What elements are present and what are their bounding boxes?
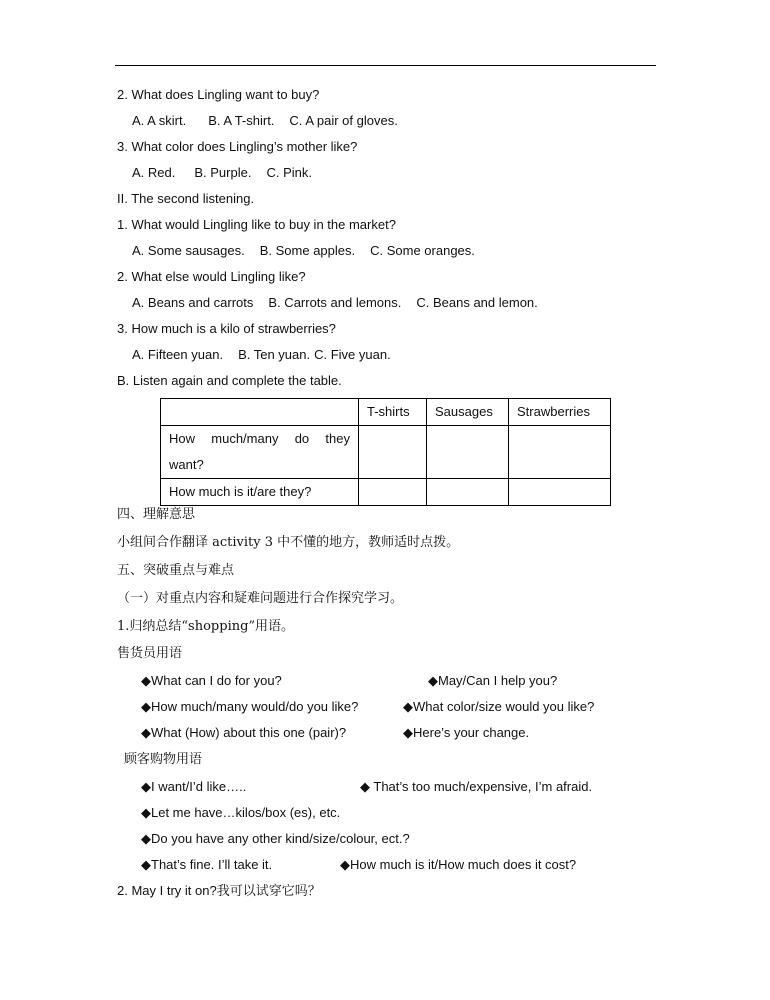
question-3: 3. What color does Lingling’s mother like? (117, 139, 358, 154)
buyer-phrase: ◆Let me have…kilos/box (es), etc. (141, 805, 341, 820)
table-header-cell (161, 399, 359, 426)
table-row (161, 426, 611, 479)
question-2: 2. What does Lingling want to buy? (117, 87, 320, 102)
option-b: B. Ten yuan. (238, 347, 311, 362)
table-header-cell: Strawberries (509, 399, 611, 426)
buyer-phrase: ◆That’s fine. I’ll take it. (141, 857, 273, 872)
table-answer-cell[interactable] (509, 479, 611, 506)
seller-phrase: ◆How much/many would/do you like? (141, 699, 359, 714)
section-4-body: 小组间合作翻译 activity 3 中不懂的地方，教师适时点拨。 (117, 535, 460, 550)
buyer-phrase: ◆How much is it/How much does it cost? (340, 857, 577, 872)
seller-phrase: ◆May/Can I help you? (428, 673, 558, 688)
option-b: B. Some apples. (259, 243, 356, 258)
table-answer-cell[interactable] (427, 479, 509, 506)
seller-phrase: ◆Here’s your change. (403, 725, 530, 740)
table-header-cell: Sausages (427, 399, 509, 426)
option-a: A. Beans and carrots (132, 295, 254, 310)
seller-phrases-title: 售货员用语 (117, 646, 183, 661)
option-a: A. Some sausages. (132, 243, 245, 258)
table-answer-cell[interactable] (427, 426, 509, 479)
option-c: C. Beans and lemon. (416, 295, 538, 310)
second-question-2-options (132, 295, 538, 311)
question-2-options (132, 113, 398, 129)
option-b: B. A T-shirt. (208, 113, 275, 128)
table-header-cell: T-shirts (359, 399, 427, 426)
question-3-options (132, 165, 312, 181)
table-row-label: How much/many do they want? (161, 426, 359, 479)
option-c: C. A pair of gloves. (289, 113, 398, 128)
seller-phrase: ◆What can I do for you? (141, 673, 282, 688)
table-answer-cell[interactable] (359, 426, 427, 479)
buyer-phrases-title: 顾客购物用语 (124, 752, 203, 767)
option-a: A. Red. (132, 165, 176, 180)
option-c: C. Some oranges. (370, 243, 475, 258)
section-5-heading: 五、突破重点与难点 (117, 563, 235, 578)
second-question-2: 2. What else would Lingling like? (117, 269, 306, 284)
table-row (161, 479, 611, 506)
option-c: C. Five yuan. (314, 347, 391, 362)
section-heading-second-listening: II. The second listening. (117, 191, 255, 206)
option-b: B. Carrots and lemons. (268, 295, 402, 310)
second-question-3-options (132, 347, 391, 363)
table-header-row (161, 399, 611, 426)
section-5-item-2: 2. May I try it on?我可以试穿它吗？ (117, 883, 321, 898)
table-answer-cell[interactable] (509, 426, 611, 479)
buyer-phrase: ◆I want/I’d like….. (141, 779, 247, 794)
section-5-item-1: 1.归纳总结“shopping”用语。 (117, 619, 295, 634)
page-top-rule (115, 65, 656, 66)
seller-phrase: ◆What (How) about this one (pair)? (141, 725, 347, 740)
second-question-1-options (132, 243, 475, 259)
option-c: C. Pink. (266, 165, 312, 180)
option-a: A. Fifteen yuan. (132, 347, 224, 362)
option-b: B. Purple. (194, 165, 252, 180)
seller-phrase: ◆What color/size would you like? (403, 699, 595, 714)
section-4-heading: 四、理解意思 (117, 507, 196, 522)
second-question-3: 3. How much is a kilo of strawberries? (117, 321, 336, 336)
part-b-instruction: B. Listen again and complete the table. (117, 373, 342, 388)
option-a: A. A skirt. (132, 113, 187, 128)
section-5-subheading: （一）对重点内容和疑难问题进行合作探究学习。 (117, 591, 404, 606)
buyer-phrase: ◆Do you have any other kind/size/colour, ect.? (141, 831, 410, 846)
table-row-label: How much is it/are they? (161, 479, 359, 506)
buyer-phrase: ◆ That’s too much/expensive, I’m afraid. (360, 779, 593, 794)
table-answer-cell[interactable] (359, 479, 427, 506)
listening-table (160, 398, 611, 506)
second-question-1: 1. What would Lingling like to buy in the market? (117, 217, 396, 232)
